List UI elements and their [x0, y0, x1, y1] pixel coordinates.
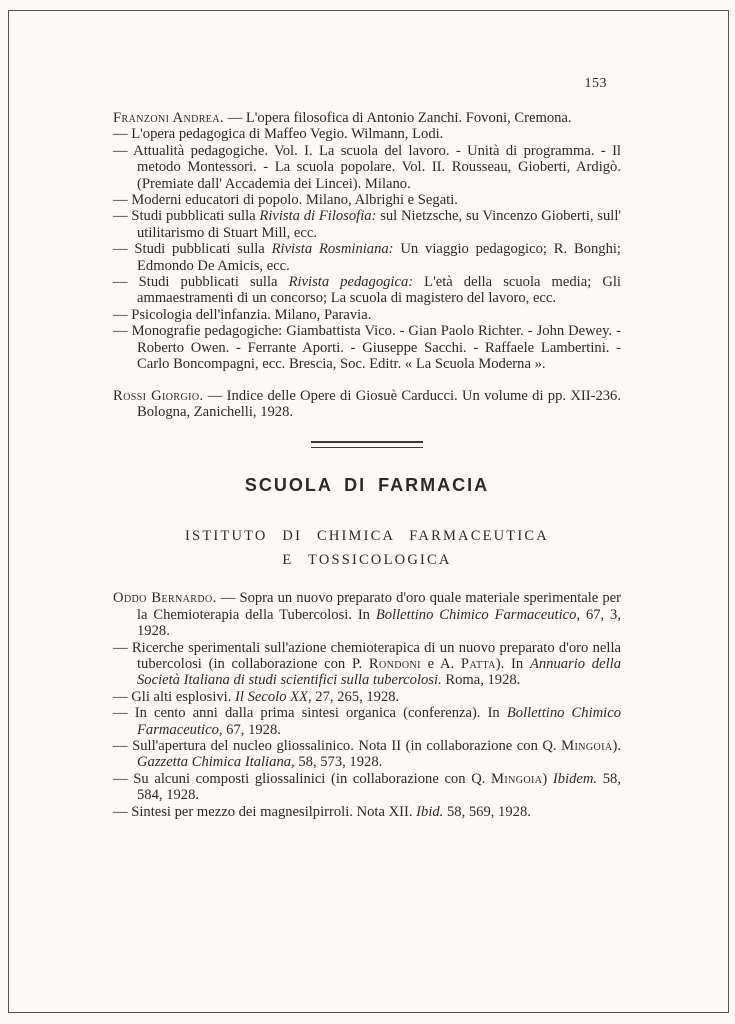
bibliography-entry: — Sull'apertura del nucleo gliossalinico. Nota II (in collaborazione con Q. Mingoia). Gazzetta Chimica Italiana, 58, 573, 1928. — [113, 737, 621, 771]
bibliography-entry: — Studi pubblicati sulla Rivista pedagogica: L'età della scuola media; Gli ammaestramenti di un concorso; La scuola di magistero del lavoro, ecc. — [113, 274, 621, 307]
institute-heading — [113, 528, 621, 569]
bibliography-entry: — Studi pubblicati sulla Rivista di Filosofia: sul Nietzsche, su Vincenzo Gioberti, sull' utilitarismo di Stuart Mill, ecc. — [113, 208, 622, 241]
bibliography-entry: — Gli alti esplosivi. Il Secolo XX, 27, 265, 1928. — [113, 688, 400, 705]
section-divider — [311, 441, 423, 448]
institute-heading-line-1: ISTITUTO DI CHIMICA FARMACEUTICA — [185, 528, 549, 545]
bibliography-entry: — Psicologia dell'infanzia. Milano, Paravia. — [113, 306, 372, 323]
section-heading-farmacia: SCUOLA DI FARMACIA — [244, 475, 490, 496]
institute-heading-line-2: E TOSSICOLOGICA — [282, 552, 452, 569]
text-block — [113, 110, 621, 820]
farmacia-section — [113, 475, 621, 820]
bibliography-top-section — [113, 110, 621, 420]
bibliography-entry: — Moderni educatori di popolo. Milano, Albrighi e Segati. — [113, 192, 458, 209]
bibliography-entry: — Sintesi per mezzo dei magnesilpirroli. Nota XII. Ibid. 58, 569, 1928. — [113, 803, 531, 820]
bibliography-entry: — Attualità pedagogiche. Vol. I. La scuola del lavoro. - Unità di programma. - Il metodo Montessori. - La scuola popolare. Vol. II. Rousseau, Gioberti, Ardigò. (Premiate dall' Accademia dei Lincei). Milano. — [113, 142, 621, 192]
bibliography-entry: — Ricerche sperimentali sull'azione chemioterapica di un nuovo preparato d'oro nella tubercolosi (in collaborazione con P. Rondoni e A. Patta). In Annuario della Società Italiana di studi scientifici sulla tubercolosi. Roma, 1928. — [113, 639, 621, 689]
bibliography-entry: — L'opera pedagogica di Maffeo Vegio. Wilmann, Lodi. — [113, 126, 444, 143]
bibliography-entry: — Su alcuni composti gliossalinici (in collaborazione con Q. Mingoia) Ibidem. 58, 584, 1928. — [113, 770, 621, 804]
bibliography-entry: Rossi Giorgio. — Indice delle Opere di Giosuè Carducci. Un volume di pp. XII-236. Bologna, Zanichelli, 1928. — [113, 387, 622, 420]
bibliography-entry: — In cento anni dalla prima sintesi organica (conferenza). In Bollettino Chimico Farmaceutico, 67, 1928. — [113, 705, 621, 738]
bibliography-entry: — Studi pubblicati sulla Rivista Rosminiana: Un viaggio pedagogico; R. Bonghi; Edmondo De Amicis, ecc. — [113, 241, 621, 274]
bibliography-entry: Franzoni Andrea. — L'opera filosofica di Antonio Zanchi. Fovoni, Cremona. — [113, 110, 572, 126]
page-number: 153 — [584, 76, 607, 91]
farmacia-entries — [113, 590, 621, 820]
bibliography-entry: Oddo Bernardo. — Sopra un nuovo preparato d'oro quale materiale sperimentale per la Chemioterapia della Tubercolosi. In Bollettino Chimico Farmaceutico, 67, 3, 1928. — [113, 590, 622, 640]
bibliography-entry: — Monografie pedagogiche: Giambattista Vico. - Gian Paolo Richter. - John Dewey. - Roberto Owen. - Ferrante Aporti. - Giuseppe Sacchi. - Raffaele Lambertini. - Carlo Boncompagni, ecc. Brescia, Soc. Editr. « La Scuola Moderna ». — [113, 323, 621, 373]
